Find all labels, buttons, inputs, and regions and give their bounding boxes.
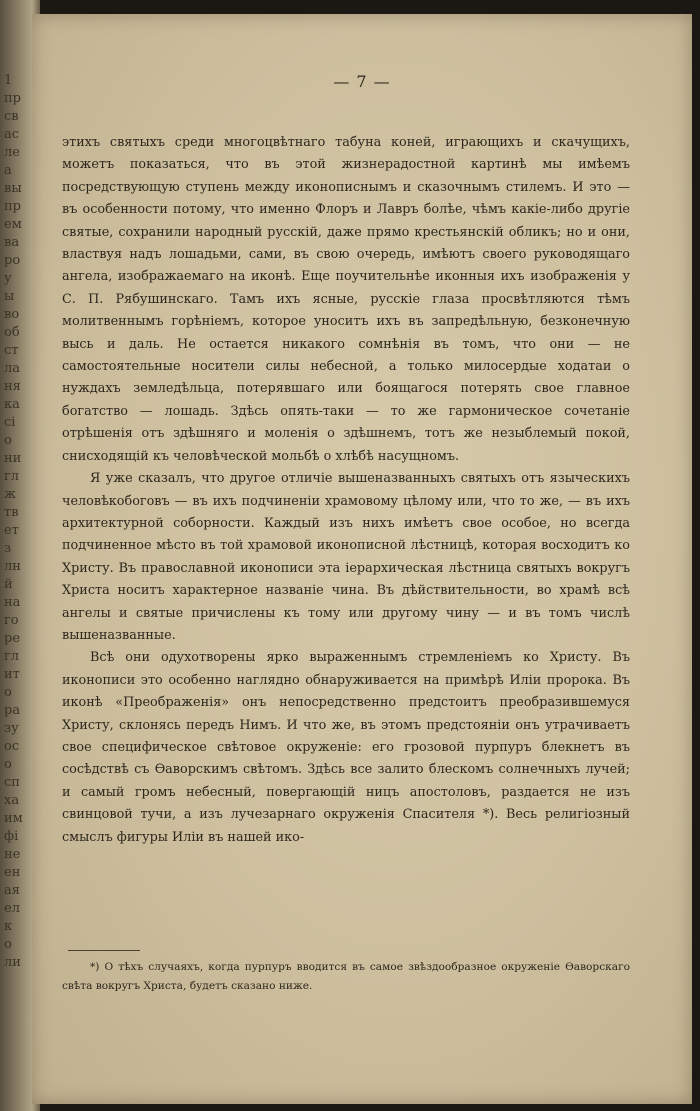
left-page-fragment: св <box>4 109 19 124</box>
left-page-fragment: ы <box>4 289 15 304</box>
left-page-fragment: о <box>4 685 12 700</box>
left-page-fragment: фі <box>4 829 19 844</box>
left-page-fragment: пр <box>4 199 21 214</box>
left-page-fragment: во <box>4 307 20 322</box>
left-page-fragment: ва <box>4 235 20 250</box>
left-page-fragment: ка <box>4 397 20 412</box>
left-page-fragment: не <box>4 847 21 862</box>
left-page-fragment: гл <box>4 469 20 484</box>
paragraph-1: этихъ святыхъ среди многоцвѣтнаго табуна коней, играющихъ и скачущихъ, можетъ показаться, что въ этой жизнерадостной картинѣ мы имѣемъ посредствующую ступень между иконописнымъ и сказочнымъ стилемъ. И это — въ особенности потому, что именно Флоръ и Лавръ болѣе, чѣмъ какіе-либо другіе святые, сохранили народный русскій, даже прямо крестьянскій обликъ; но и они, властвуя надъ лошадьми, сами, въ свою очередь, имѣютъ своего руководящаго ангела, изображаемаго на иконѣ. Еще поучительнѣе иконныя ихъ изображенія у С. П. Рябушинскаго. Тамъ ихъ ясные, русскіе глаза просвѣтляются тѣмъ молитвеннымъ горѣніемъ, которое уноситъ ихъ въ запредѣльную, безконечную высь и даль. Не остается никакого сомнѣнія въ томъ, что они — не самостоятельные носители силы небесной, а только милосердые ходатаи о нуждахъ земледѣльца, потерявшаго или боящагося потерять свое главное богатство — лошадь. Здѣсь опять-таки — то же гармоническое сочетаніе отрѣшенія отъ здѣшняго и моленія о здѣшнемъ, тотъ же незыблемый покой, снисходящій къ человѣческой мольбѣ о хлѣбѣ насущномъ. <box>62 135 630 464</box>
left-page-fragment: к <box>4 919 13 934</box>
left-page-fragment: ж <box>4 487 16 502</box>
left-page-fragment: ле <box>4 145 20 160</box>
left-page-fragment: ст <box>4 343 19 358</box>
left-page-fragment: об <box>4 325 20 340</box>
left-page-fragment: им <box>4 811 23 826</box>
left-page-fragment: ха <box>4 793 20 808</box>
left-page-fragment: о <box>4 937 12 952</box>
paragraph-2: Я уже сказалъ, что другое отличіе вышеназванныхъ святыхъ отъ языческихъ человѣкобоговъ — въ ихъ подчиненіи храмовому цѣлому или, что то же, — въ ихъ архитектурной соборности. Каждый изъ нихъ имѣетъ свое особое, но всегда подчиненное мѣсто въ той храмовой иконописной лѣстницѣ, которая восходитъ ко Христу. Въ православной иконописи эта іерархическая лѣстница святыхъ вокругъ Христа носитъ характерное названіе чина. Въ дѣйствительности, во храмѣ всѣ ангелы и святые причислены къ тому или другому чину — и въ томъ числѣ вышеназванные. <box>62 471 630 643</box>
footnote-text: *) О тѣхъ случаяхъ, когда пурпуръ вводится въ самое звѣздообразное окруженіе Ѳаворскаго свѣта вокругъ Христа, будетъ сказано ниже. <box>62 961 630 992</box>
left-page-fragment: о <box>4 757 12 772</box>
left-page-fragment: на <box>4 595 21 610</box>
left-page-fragment: ас <box>4 127 20 142</box>
left-page-fragment: сi <box>4 415 16 430</box>
left-page-fragment: ро <box>4 253 21 268</box>
left-page-fragment: ит <box>4 667 20 682</box>
left-page-fragment: 1 <box>4 73 13 88</box>
left-page-fragment: ре <box>4 631 21 646</box>
left-page-fragment: ет <box>4 523 19 538</box>
left-page-fragment: ла <box>4 361 21 376</box>
left-page-fragment: тв <box>4 505 19 520</box>
body-text <box>62 132 630 849</box>
left-page-fragment: вы <box>4 181 22 196</box>
left-page-fragment: ая <box>4 883 20 898</box>
left-page-fragment: ос <box>4 739 20 754</box>
left-page-fragment: а <box>4 163 12 178</box>
left-page-fragment: ел <box>4 901 20 916</box>
paragraph-3: Всѣ они одухотворены ярко выраженнымъ стремленіемъ ко Христу. Въ иконописи это особенно наглядно обнаруживается на примѣрѣ Иліи пророка. Въ иконѣ «Преображенія» онъ непосредственно предстоитъ преобразившемуся Христу, склонясь передъ Нимъ. И что же, въ этомъ предстояніи онъ утрачиваетъ свое специфическое свѣтовое окруженіе: его грозовой пурпуръ блекнетъ въ сосѣдствѣ съ Ѳаворскимъ свѣтомъ. Здѣсь все залито блескомъ солнечныхъ лучей; и самый громъ небесный, повергающій ницъ апостоловъ, раздается не изъ свинцовой тучи, а изъ лучезарнаго окруженія Спасителя *). Весь религіозный смыслъ фигуры Иліи въ нашей ико- <box>62 650 630 845</box>
left-page-fragment: зу <box>4 721 19 736</box>
left-page-fragment: гл <box>4 649 20 664</box>
left-page-fragment: й <box>4 577 13 592</box>
left-page-fragment: ен <box>4 865 21 880</box>
left-page-fragment: пр <box>4 91 21 106</box>
left-page-fragment: лн <box>4 559 21 574</box>
left-page-fragment: ра <box>4 703 21 718</box>
left-page-fragment: ня <box>4 379 21 394</box>
left-page-fragment: го <box>4 613 19 628</box>
book-page <box>32 14 692 1104</box>
left-page-fragment: ни <box>4 451 22 466</box>
footnote <box>62 958 630 995</box>
left-page-fragment: о <box>4 433 12 448</box>
left-page-fragment: ем <box>4 217 22 232</box>
left-page-fragment: у <box>4 271 12 286</box>
left-page-fragment: ли <box>4 955 21 970</box>
footnote-separator <box>68 950 140 951</box>
left-page-fragment: з <box>4 541 12 556</box>
page-number: — 7 — <box>333 72 391 91</box>
left-page-fragment: сп <box>4 775 20 790</box>
